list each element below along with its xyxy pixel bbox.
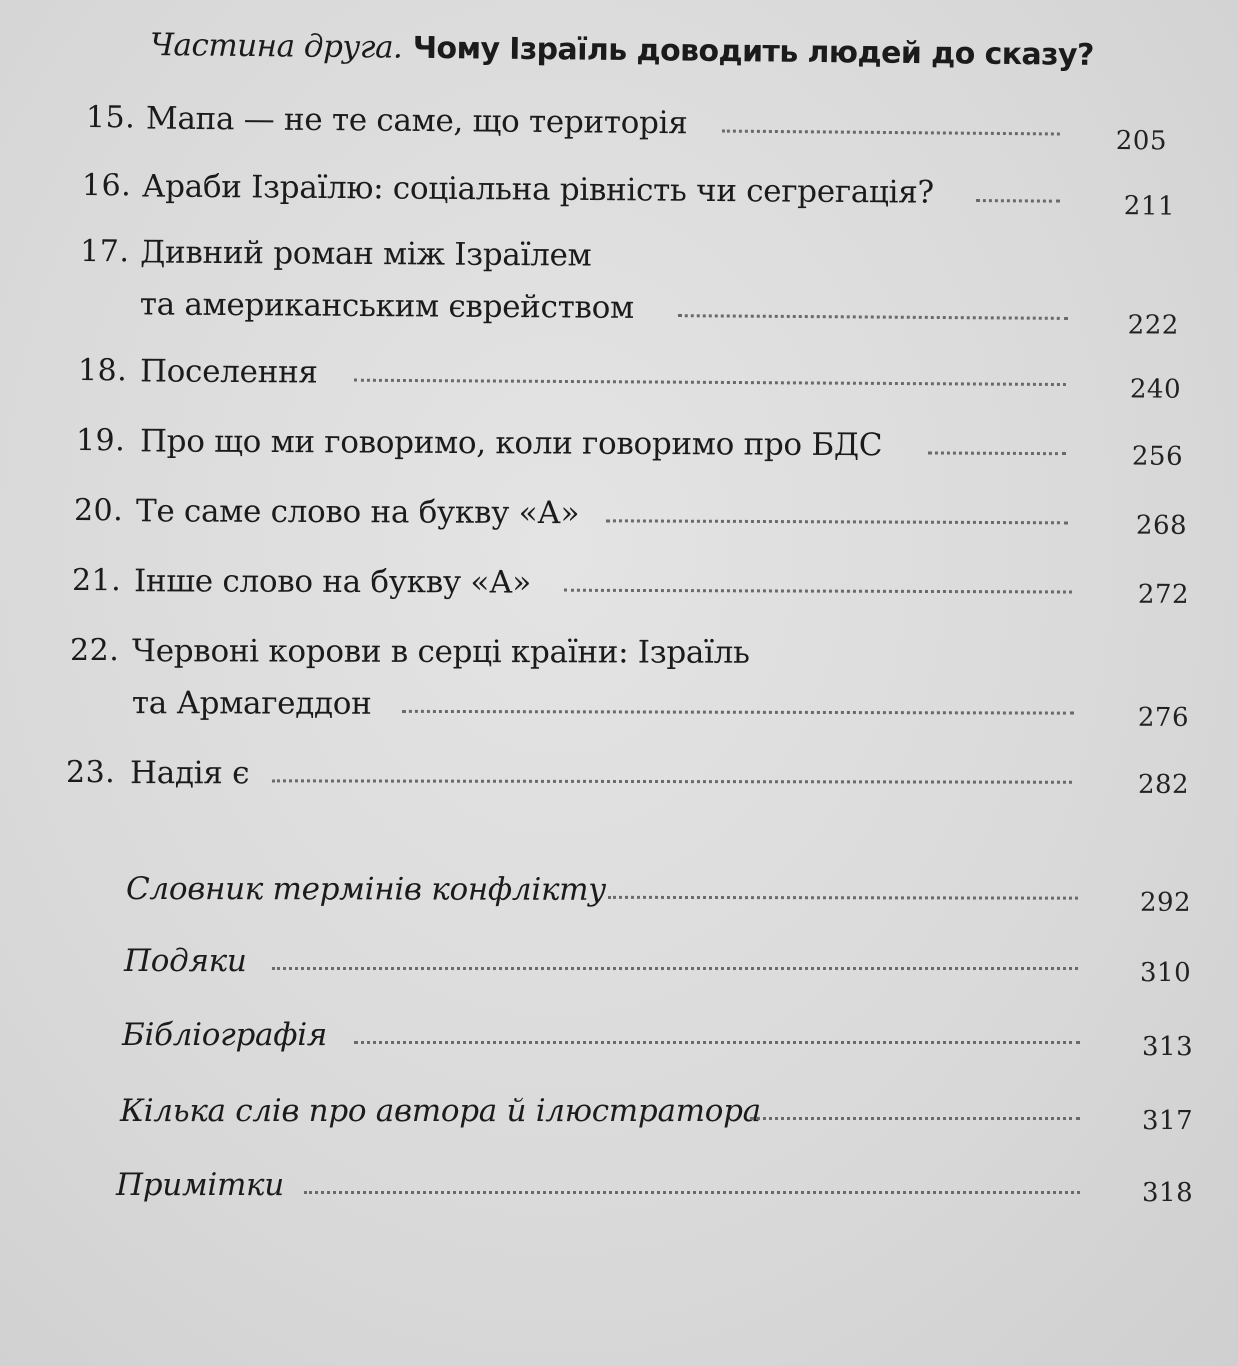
chapter-number: 19.: [75, 423, 126, 459]
toc-entry: [82, 161, 1192, 220]
appendix-entry: [120, 1086, 1192, 1136]
leader-dots: [606, 519, 1068, 524]
leader-dots: [928, 451, 1066, 455]
chapter-title: Надія є: [129, 755, 250, 792]
page-number: 292: [1139, 887, 1192, 918]
appendix-entry: [116, 1160, 1192, 1210]
appendix-title: Бібліографія: [122, 1017, 328, 1053]
appendix-title: Примітки: [116, 1167, 284, 1203]
page-number: 256: [1131, 441, 1184, 472]
page-number: 313: [1142, 1032, 1194, 1062]
chapter-title-line1: Дивний роман між Ізраїлем: [140, 234, 592, 274]
chapter-title-line2: та американським єврейством: [139, 286, 634, 326]
chapter-number: 17.: [80, 234, 130, 270]
chapter-title: Араби Ізраїлю: соціальна рівність чи сегрегація?: [141, 168, 934, 211]
part-heading: [150, 22, 1150, 78]
toc-entry: [80, 227, 1191, 345]
appendix-entry: [124, 936, 1192, 986]
toc-entry: [78, 346, 1188, 403]
leader-dots: [304, 1191, 1080, 1194]
leader-dots: [564, 589, 1072, 594]
chapter-title: Поселення: [139, 353, 318, 391]
leader-dots: [354, 379, 1066, 386]
leader-dots: [272, 779, 1072, 783]
leader-dots: [272, 967, 1078, 970]
leader-dots: [722, 130, 1060, 136]
chapter-number: 18.: [77, 353, 128, 389]
page-number: 222: [1127, 310, 1179, 341]
page-number: 318: [1142, 1178, 1194, 1208]
toc-entry: [72, 556, 1188, 610]
chapter-number: 21.: [71, 563, 122, 599]
part-title: Чому Ізраїль доводить людей до сказу?: [412, 30, 1094, 73]
page-number: 276: [1137, 702, 1190, 733]
leader-dots: [402, 710, 1074, 715]
leader-dots: [976, 199, 1060, 203]
page-number: 211: [1123, 191, 1176, 222]
leader-dots: [354, 1041, 1080, 1044]
page-number: 310: [1140, 958, 1192, 988]
chapter-number: 22.: [70, 633, 120, 669]
leader-dots: [608, 896, 1078, 900]
appendix-title: Кілька слів про автора й ілюстратора: [120, 1093, 761, 1129]
page-number: 317: [1142, 1106, 1194, 1136]
appendix-entry: [122, 1010, 1192, 1060]
chapter-number: 15.: [85, 100, 136, 136]
chapter-number: 23.: [65, 755, 116, 791]
chapter-title: Інше слово на букву «А»: [133, 563, 532, 601]
toc-entry: [76, 416, 1188, 472]
page-number: 272: [1137, 579, 1190, 610]
chapter-number: 16.: [81, 168, 132, 204]
chapter-number: 20.: [73, 493, 124, 529]
chapter-title: Те саме слово на букву «А»: [135, 493, 580, 532]
part-label: Частина друга.: [149, 27, 403, 66]
toc-entry: [85, 93, 1186, 157]
leader-dots: [678, 314, 1068, 320]
chapter-title: Мапа — не те саме, що територія: [145, 100, 688, 142]
toc-entry: [66, 748, 1190, 800]
toc-entry: [70, 626, 1190, 739]
toc-entry: [74, 486, 1188, 541]
page-number: 282: [1137, 769, 1190, 800]
chapter-title: Про що ми говоримо, коли говоримо про БДС: [139, 423, 883, 464]
appendix-entry: [126, 864, 1192, 916]
page-number: 268: [1135, 510, 1188, 541]
leader-dots: [750, 1117, 1080, 1120]
appendix-title: Словник термінів конфлікту: [125, 871, 606, 908]
chapter-title-line1: Червоні корови в серці країни: Ізраїль: [132, 633, 750, 671]
page-number: 240: [1129, 374, 1182, 405]
appendix-title: Подяки: [124, 943, 247, 979]
chapter-title-line2: та Армагеддон: [131, 685, 372, 722]
page-number: 205: [1115, 125, 1168, 157]
